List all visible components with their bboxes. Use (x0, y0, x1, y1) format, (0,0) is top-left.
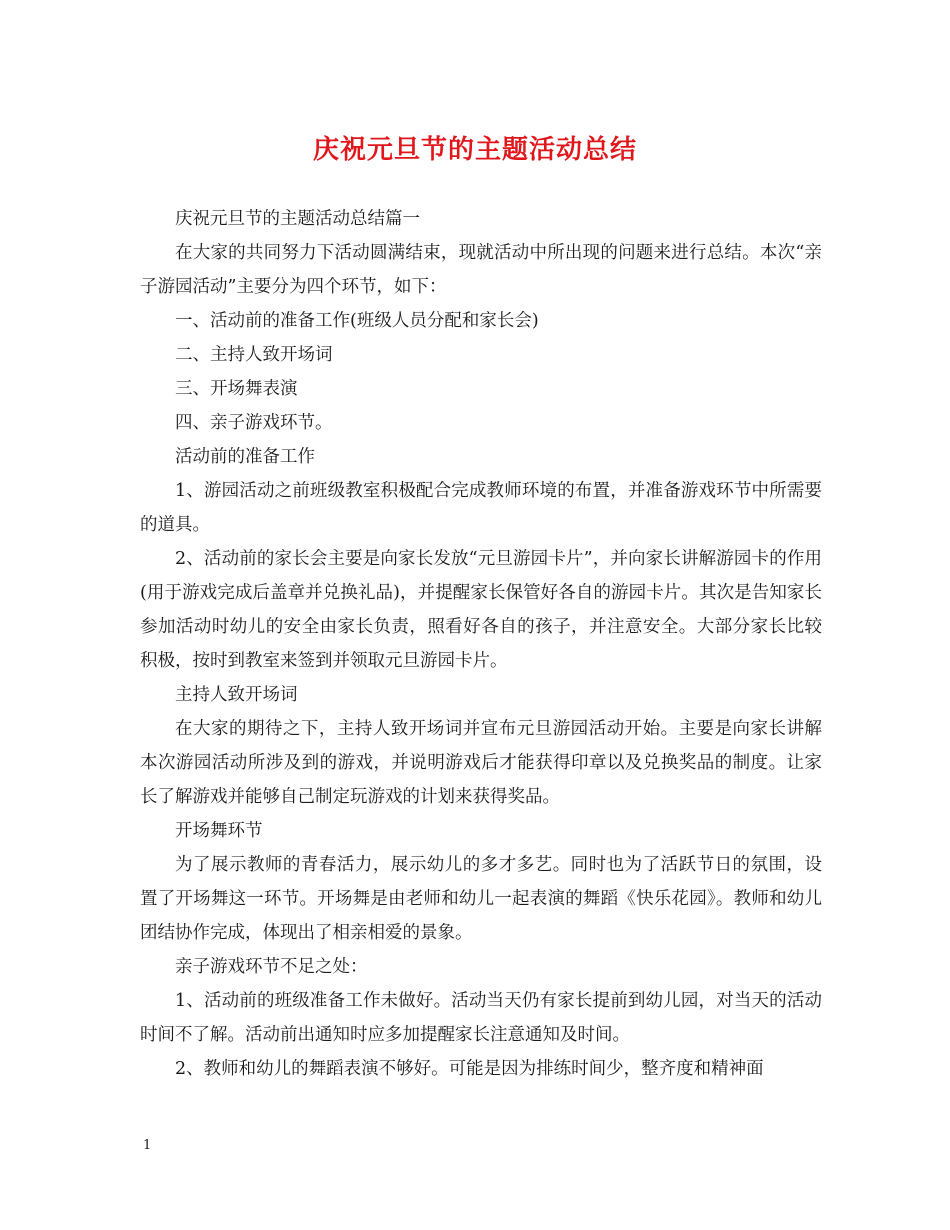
list-item-3: 三、开场舞表演 (175, 379, 298, 399)
section-heading-dance: 开场舞环节 (175, 821, 263, 841)
list-item-1: 一、活动前的准备工作(班级人员分配和家长会) (175, 311, 539, 331)
paragraph-shortcoming-1: 1、活动前的班级准备工作未做好。活动当天仍有家长提前到幼儿园，对当天的活动时间不了解。活动前出通知时应多加提醒家长注意通知及时间。 (140, 991, 822, 1045)
paragraph-host: 在大家的期待之下，主持人致开场词并宣布元旦游园活动开始。主要是向家长讲解本次游园活动所涉及到的游戏，并说明游戏后才能获得印章以及兑换奖品的制度。让家长了解游戏并能够自己制定玩游戏的计划来获得奖品。 (140, 719, 822, 807)
paragraph-intro: 在大家的共同努力下活动圆满结束，现就活动中所出现的问题来进行总结。本次“亲子游园活动”主要分为四个环节，如下： (140, 243, 822, 297)
document-title: 庆祝元旦节的主题活动总结 (312, 135, 637, 165)
document-body (140, 202, 822, 1086)
page-number: 1 (143, 1138, 152, 1153)
list-item-2: 二、主持人致开场词 (175, 345, 333, 365)
paragraph-preparation-1: 1、游园活动之前班级教室积极配合完成教师环境的布置，并准备游戏环节中所需要的道具。 (140, 481, 822, 535)
paragraph-preparation-2: 2、活动前的家长会主要是向家长发放“元旦游园卡片”，并向家长讲解游园卡的作用(用于游戏完成后盖章并兑换礼品)，并提醒家长保管好各自的游园卡片。其次是告知家长参加活动时幼儿的安全由家长负责，照看好各自的孩子，并注意安全。大部分家长比较积极，按时到教室来签到并领取元旦游园卡片。 (140, 549, 822, 671)
section-heading-host: 主持人致开场词 (175, 685, 298, 705)
section-heading-preparation: 活动前的准备工作 (175, 447, 315, 467)
section-heading-shortcomings: 亲子游戏环节不足之处： (175, 957, 368, 977)
paragraph-dance: 为了展示教师的青春活力，展示幼儿的多才多艺。同时也为了活跃节日的氛围，设置了开场舞这一环节。开场舞是由老师和幼儿一起表演的舞蹈《快乐花园》。教师和幼儿团结协作完成，体现出了相亲相爱的景象。 (140, 855, 822, 943)
list-item-4: 四、亲子游戏环节。 (175, 413, 333, 433)
paragraph-subtitle: 庆祝元旦节的主题活动总结篇一 (175, 209, 420, 229)
paragraph-shortcoming-2: 2、教师和幼儿的舞蹈表演不够好。可能是因为排练时间少，整齐度和精神面 (175, 1059, 764, 1079)
